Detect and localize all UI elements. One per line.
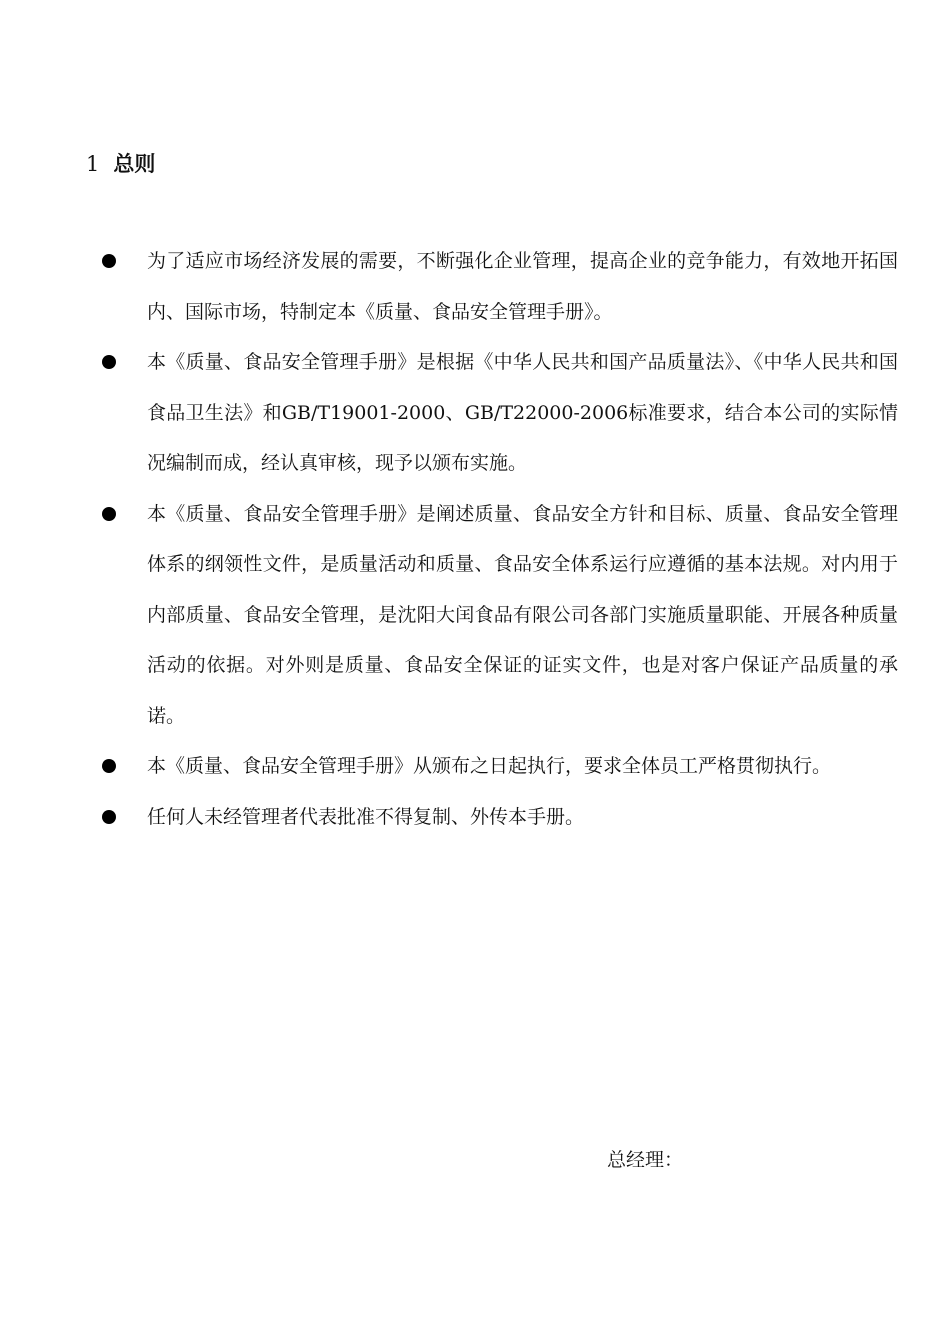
- list-item-text: 本《质量、食品安全管理手册》是阐述质量、食品安全方针和目标、质量、食品安全管理体系的纲领性文件，是质量活动和质量、食品安全体系运行应遵循的基本法规。对内用于内部质量、食品安全管理，是沈阳大闰食品有限公司各部门实施质量职能、开展各种质量活动的依据。对外则是质量、食品安全保证的证实文件，也是对客户保证产品质量的承诺。: [147, 502, 898, 727]
- bullet-icon: [102, 507, 116, 521]
- section-title: 总则: [113, 151, 156, 176]
- signature-label: 总经理：: [607, 1149, 684, 1171]
- list-item-text: 本《质量、食品安全管理手册》是根据《中华人民共和国产品质量法》、《中华人民共和国食品卫生法》和GB/T19001-2000、GB/T22000-2006标准要求，结合本公司的实际情况编制而成，经认真审核，现予以颁布实施。: [147, 351, 898, 474]
- list-item-text: 任何人未经管理者代表批准不得复制、外传本手册。: [147, 805, 585, 828]
- bullet-icon: [102, 254, 116, 268]
- list-item: [0, 236, 950, 337]
- section-number: 1: [86, 152, 100, 176]
- bullet-icon: [102, 759, 116, 773]
- list-item: [0, 489, 950, 742]
- list-item: [0, 337, 950, 489]
- list-item: [0, 741, 950, 792]
- bullet-list: [0, 236, 950, 842]
- bullet-icon: [102, 810, 116, 824]
- list-item-text: 为了适应市场经济发展的需要，不断强化企业管理，提高企业的竞争能力，有效地开拓国内、国际市场，特制定本《质量、食品安全管理手册》。: [147, 250, 898, 323]
- bullet-icon: [102, 355, 116, 369]
- list-item-text: 本《质量、食品安全管理手册》从颁布之日起执行，要求全体员工严格贯彻执行。: [147, 755, 832, 777]
- section-heading: [86, 148, 155, 180]
- list-item: [0, 792, 950, 843]
